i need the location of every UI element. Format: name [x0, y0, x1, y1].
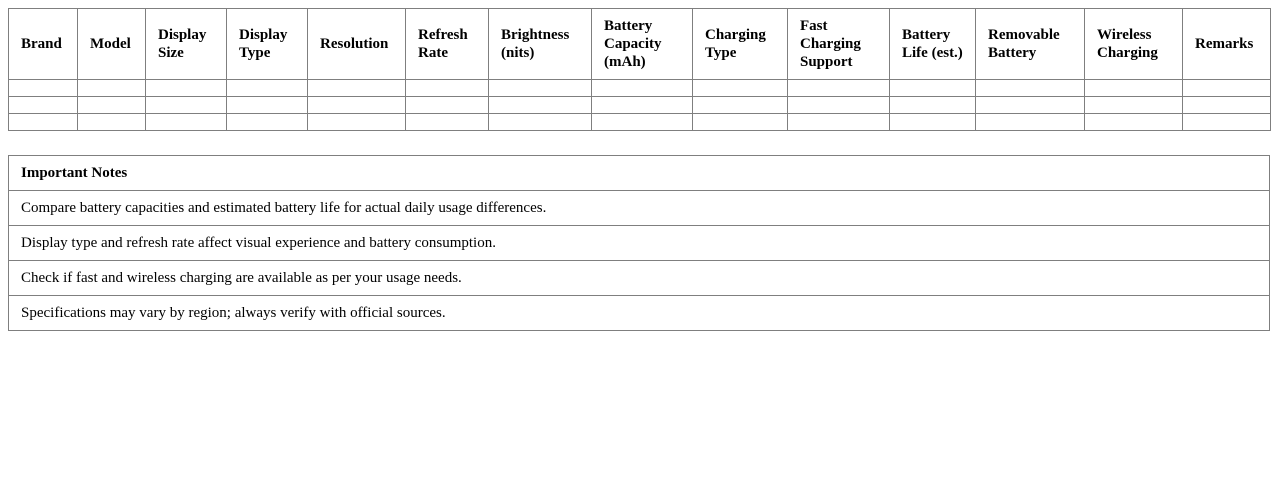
- header-brightness: Brightness (nits): [489, 9, 592, 80]
- table-cell: [406, 80, 489, 97]
- table-cell: [406, 97, 489, 114]
- table-cell: [146, 80, 227, 97]
- table-row: [9, 97, 1271, 114]
- note-item: Display type and refresh rate affect visual experience and battery consumption.: [9, 226, 1270, 261]
- table-cell: [78, 80, 146, 97]
- table-cell: [308, 114, 406, 131]
- note-row: [9, 226, 1270, 261]
- table-cell: [592, 114, 693, 131]
- table-cell: [146, 114, 227, 131]
- header-battery-life: Battery Life (est.): [890, 9, 976, 80]
- table-cell: [890, 97, 976, 114]
- header-display-size: Display Size: [146, 9, 227, 80]
- header-refresh-rate: Refresh Rate: [406, 9, 489, 80]
- header-charging-type: Charging Type: [693, 9, 788, 80]
- table-cell: [9, 114, 78, 131]
- table-cell: [976, 97, 1085, 114]
- note-row: [9, 261, 1270, 296]
- table-cell: [308, 97, 406, 114]
- table-cell: [890, 80, 976, 97]
- table-cell: [1183, 80, 1271, 97]
- spec-comparison-table: [8, 8, 1271, 131]
- header-wireless-charging: Wireless Charging: [1085, 9, 1183, 80]
- table-cell: [592, 97, 693, 114]
- table-cell: [9, 80, 78, 97]
- table-cell: [788, 97, 890, 114]
- header-removable-battery: Removable Battery: [976, 9, 1085, 80]
- table-row: [9, 114, 1271, 131]
- table-cell: [227, 80, 308, 97]
- notes-title: Important Notes: [9, 156, 1270, 191]
- table-cell: [489, 80, 592, 97]
- note-row: [9, 296, 1270, 331]
- table-cell: [1183, 114, 1271, 131]
- note-row: [9, 191, 1270, 226]
- header-display-type: Display Type: [227, 9, 308, 80]
- table-cell: [693, 114, 788, 131]
- table-cell: [146, 97, 227, 114]
- note-item: Specifications may vary by region; always verify with official sources.: [9, 296, 1270, 331]
- table-cell: [788, 114, 890, 131]
- header-model: Model: [78, 9, 146, 80]
- table-cell: [1085, 114, 1183, 131]
- table-header-row: [9, 9, 1271, 80]
- note-item: Compare battery capacities and estimated battery life for actual daily usage differences.: [9, 191, 1270, 226]
- table-cell: [406, 114, 489, 131]
- table-cell: [489, 97, 592, 114]
- header-battery-capacity: Battery Capacity (mAh): [592, 9, 693, 80]
- table-cell: [788, 80, 890, 97]
- header-remarks: Remarks: [1183, 9, 1271, 80]
- table-cell: [890, 114, 976, 131]
- table-cell: [1183, 97, 1271, 114]
- table-cell: [489, 114, 592, 131]
- table-cell: [227, 97, 308, 114]
- table-cell: [227, 114, 308, 131]
- header-fast-charging: Fast Charging Support: [788, 9, 890, 80]
- table-cell: [592, 80, 693, 97]
- notes-title-row: [9, 156, 1270, 191]
- table-row: [9, 80, 1271, 97]
- table-cell: [976, 114, 1085, 131]
- note-item: Check if fast and wireless charging are available as per your usage needs.: [9, 261, 1270, 296]
- table-cell: [693, 80, 788, 97]
- table-cell: [693, 97, 788, 114]
- table-cell: [1085, 97, 1183, 114]
- table-cell: [78, 114, 146, 131]
- table-cell: [1085, 80, 1183, 97]
- table-cell: [308, 80, 406, 97]
- table-cell: [78, 97, 146, 114]
- table-cell: [9, 97, 78, 114]
- table-cell: [976, 80, 1085, 97]
- important-notes-table: [8, 155, 1270, 331]
- header-resolution: Resolution: [308, 9, 406, 80]
- header-brand: Brand: [9, 9, 78, 80]
